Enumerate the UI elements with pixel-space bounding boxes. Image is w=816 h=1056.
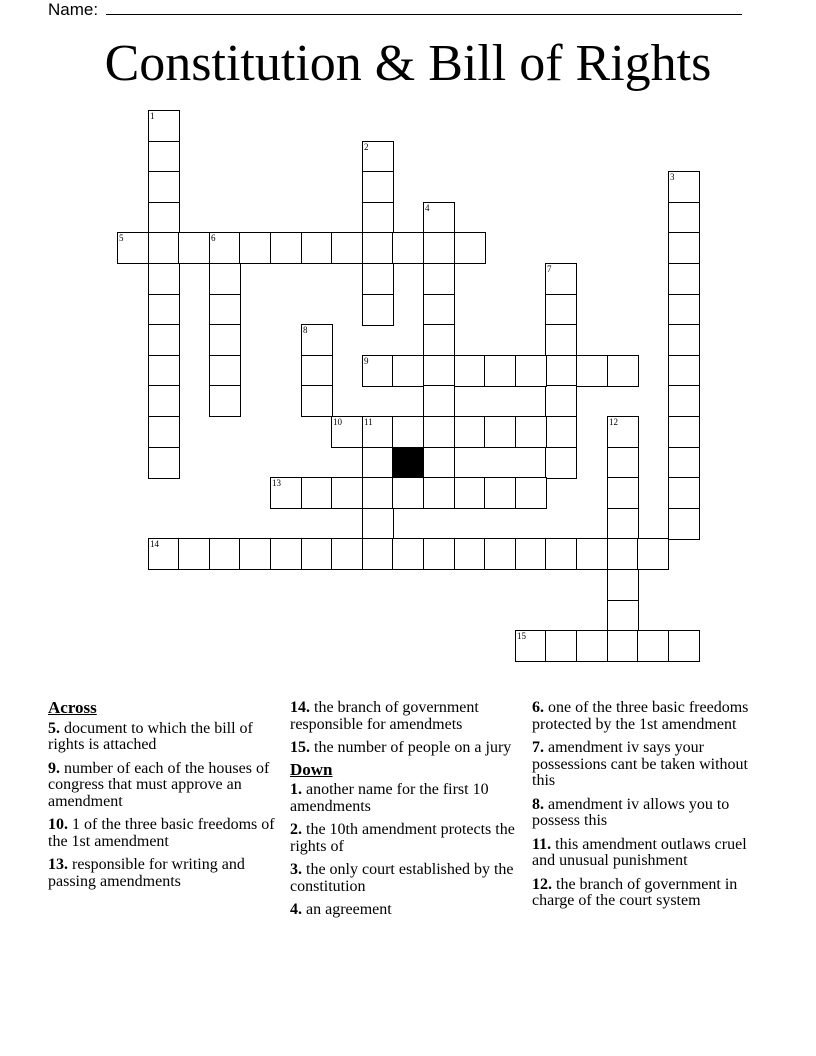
down-clue <box>532 740 768 790</box>
crossword-cell[interactable] <box>545 416 577 448</box>
down-clue <box>290 862 526 895</box>
clue-number: 11 <box>364 417 373 427</box>
clue-number: 14. <box>290 699 310 716</box>
crossword-cell[interactable] <box>148 202 180 234</box>
crossword-cell[interactable] <box>668 263 700 295</box>
clue-text: another name for the first 10 amendments <box>290 781 489 815</box>
crossword-cell[interactable] <box>392 232 424 264</box>
clue-number: 3 <box>670 172 675 182</box>
crossword-cell[interactable] <box>362 141 394 173</box>
crossword-cell[interactable] <box>607 447 639 479</box>
crossword-cell[interactable] <box>637 538 669 570</box>
down-clue <box>532 877 768 910</box>
clue-number: 5. <box>48 719 60 737</box>
down-clue-list <box>290 782 526 919</box>
crossword-cell[interactable] <box>392 416 424 448</box>
clue-number: 12 <box>609 417 618 427</box>
crossword-cell[interactable] <box>637 630 669 662</box>
clue-number: 15 <box>517 631 526 641</box>
crossword-cell[interactable] <box>392 355 424 387</box>
crossword-cell[interactable] <box>301 538 333 570</box>
clue-column-1 <box>48 700 284 897</box>
crossword-cell[interactable] <box>362 263 394 295</box>
crossword-cell[interactable] <box>545 355 577 387</box>
crossword-cell[interactable] <box>454 477 486 509</box>
clue-text: the number of people on a jury <box>310 739 512 756</box>
clue-text: this amendment outlaws cruel and unusual punishment <box>532 835 747 869</box>
down-clue <box>290 782 526 815</box>
crossword-cell[interactable] <box>148 171 180 203</box>
crossword-cell[interactable] <box>423 202 455 234</box>
clue-number: 13 <box>272 478 281 488</box>
clue-column-3 <box>532 700 768 917</box>
clue-number: 2. <box>290 821 302 838</box>
crossword-cell[interactable] <box>209 538 241 570</box>
crossword-cell[interactable] <box>362 447 394 479</box>
crossword-cell[interactable] <box>178 538 210 570</box>
clue-number: 9 <box>364 356 369 366</box>
crossword-cell[interactable] <box>117 232 149 264</box>
crossword-cell[interactable] <box>423 477 455 509</box>
crossword-cell[interactable] <box>301 355 333 387</box>
crossword-cell[interactable] <box>545 324 577 356</box>
crossword-cell[interactable] <box>607 355 639 387</box>
crossword-cell[interactable] <box>270 477 302 509</box>
crossword-cell[interactable] <box>423 294 455 326</box>
crossword-cell[interactable] <box>270 538 302 570</box>
crossword-cell[interactable] <box>515 416 547 448</box>
crossword-cell[interactable] <box>607 416 639 448</box>
crossword-cell[interactable] <box>209 263 241 295</box>
crossword-cell[interactable] <box>668 232 700 264</box>
clue-column-2 <box>290 700 526 926</box>
crossword-cell[interactable] <box>484 477 516 509</box>
clue-number: 11. <box>532 835 552 853</box>
crossword-cell[interactable] <box>545 294 577 326</box>
crossword-cell[interactable] <box>668 324 700 356</box>
crossword-cell[interactable] <box>301 385 333 417</box>
clue-number: 10. <box>48 816 68 833</box>
clue-number: 7 <box>547 264 552 274</box>
crossword-cell[interactable] <box>423 232 455 264</box>
crossword-cell[interactable] <box>423 324 455 356</box>
clue-text: an agreement <box>302 901 392 918</box>
clue-text: amendment iv allows you to possess this <box>532 795 730 829</box>
crossword-cell[interactable] <box>178 232 210 264</box>
down-clue <box>532 837 768 870</box>
page-title: Constitution & Bill of Rights <box>104 35 712 92</box>
across-clue <box>290 740 526 757</box>
down-clue <box>290 902 526 919</box>
crossword-cell[interactable] <box>362 355 394 387</box>
clue-text: the 10th amendment protects the rights of <box>290 821 515 855</box>
clue-number: 15. <box>290 739 310 756</box>
clue-text: the branch of government responsible for amendmets <box>290 699 479 733</box>
crossword-cell[interactable] <box>545 385 577 417</box>
crossword-cell[interactable] <box>515 355 547 387</box>
crossword-cell[interactable] <box>148 385 180 417</box>
clue-text: 1 of the three basic freedoms of the 1st amendment <box>48 816 275 850</box>
crossword-cell[interactable] <box>270 232 302 264</box>
clue-text: responsible for writing and passing amendments <box>48 856 245 890</box>
clue-text: number of each of the houses of congress that must approve an amendment <box>48 759 270 810</box>
crossword-cell[interactable] <box>148 447 180 479</box>
crossword-cell[interactable] <box>607 477 639 509</box>
crossword-cell[interactable] <box>454 355 486 387</box>
crossword-cell[interactable] <box>362 202 394 234</box>
clue-number: 8 <box>303 325 308 335</box>
crossword-cell[interactable] <box>209 355 241 387</box>
crossword-cell[interactable] <box>362 232 394 264</box>
down-clue <box>532 700 768 733</box>
clue-number: 9. <box>48 759 60 777</box>
clue-number: 5 <box>119 233 124 243</box>
across-clue <box>48 817 284 850</box>
crossword-cell[interactable] <box>515 477 547 509</box>
crossword-cell[interactable] <box>423 263 455 295</box>
crossword-cell[interactable] <box>331 538 363 570</box>
crossword-cell[interactable] <box>301 232 333 264</box>
crossword-cell[interactable] <box>331 232 363 264</box>
down-clue <box>532 797 768 830</box>
crossword-cell[interactable] <box>668 508 700 540</box>
crossword-cell[interactable] <box>515 538 547 570</box>
across-clue <box>48 761 284 811</box>
down-clue-list-continued <box>532 700 768 910</box>
crossword-cell[interactable] <box>668 202 700 234</box>
crossword-cell[interactable] <box>454 538 486 570</box>
across-clue <box>48 857 284 890</box>
across-clue-list <box>48 721 284 891</box>
crossword-cell[interactable] <box>209 385 241 417</box>
clue-number: 3. <box>290 861 302 878</box>
crossword-cell[interactable] <box>148 232 180 264</box>
crossword-cell[interactable] <box>423 355 455 387</box>
crossword-cell[interactable] <box>209 294 241 326</box>
down-clue <box>290 822 526 855</box>
crossword-cell[interactable] <box>545 263 577 295</box>
crossword-cell[interactable] <box>607 600 639 632</box>
across-clue <box>48 721 284 754</box>
crossword-cell[interactable] <box>362 508 394 540</box>
crossword-cell[interactable] <box>148 263 180 295</box>
crossword-cell[interactable] <box>362 477 394 509</box>
clue-text: the branch of government in charge of the court system <box>532 875 738 909</box>
clue-number: 6. <box>532 699 544 716</box>
crossword-cell[interactable] <box>148 141 180 173</box>
crossword-cell[interactable] <box>362 171 394 203</box>
crossword-cell[interactable] <box>209 232 241 264</box>
clue-number: 13. <box>48 856 68 873</box>
crossword-cell[interactable] <box>148 416 180 448</box>
crossword-cell[interactable] <box>301 324 333 356</box>
crossword-cell[interactable] <box>668 630 700 662</box>
clue-number: 1. <box>290 781 302 798</box>
crossword-cell[interactable] <box>607 538 639 570</box>
crossword-cell[interactable] <box>239 538 271 570</box>
crossword-cell[interactable] <box>148 110 180 142</box>
clue-number: 4 <box>425 203 430 213</box>
crossword-cell[interactable] <box>484 355 516 387</box>
clue-number: 12. <box>532 875 552 893</box>
crossword-cell[interactable] <box>545 538 577 570</box>
crossword-cell[interactable] <box>392 538 424 570</box>
crossword-cell[interactable] <box>607 630 639 662</box>
crossword-cell[interactable] <box>454 232 486 264</box>
clue-text: amendment iv says your possessions cant be taken without this <box>532 739 748 789</box>
clue-number: 1 <box>150 111 155 121</box>
crossword-cell[interactable] <box>576 630 608 662</box>
across-clue-list-continued <box>290 700 526 757</box>
crossword-cell[interactable] <box>576 355 608 387</box>
crossword-cell[interactable] <box>392 477 424 509</box>
crossword-cell[interactable] <box>362 416 394 448</box>
crossword-black-cell <box>392 447 424 479</box>
crossword-cell[interactable] <box>148 355 180 387</box>
name-label: Name: <box>48 0 99 19</box>
clue-number: 14 <box>150 539 159 549</box>
crossword-cell[interactable] <box>148 324 180 356</box>
clue-number: 6 <box>211 233 216 243</box>
crossword-cell[interactable] <box>148 294 180 326</box>
crossword-cell[interactable] <box>607 508 639 540</box>
clue-number: 7. <box>532 739 544 756</box>
crossword-cell[interactable] <box>668 447 700 479</box>
crossword-cell[interactable] <box>423 416 455 448</box>
crossword-cell[interactable] <box>668 477 700 509</box>
crossword-cell[interactable] <box>423 385 455 417</box>
clue-text: the only court established by the constitution <box>290 861 514 895</box>
crossword-cell[interactable] <box>239 232 271 264</box>
crossword-cell[interactable] <box>209 324 241 356</box>
crossword-cell[interactable] <box>576 538 608 570</box>
crossword-cell[interactable] <box>545 630 577 662</box>
crossword-cell[interactable] <box>423 538 455 570</box>
crossword-cell[interactable] <box>545 447 577 479</box>
clue-number: 10 <box>333 417 342 427</box>
clue-text: document to which the bill of rights is attached <box>48 719 253 753</box>
crossword-cell[interactable] <box>331 477 363 509</box>
crossword-cell[interactable] <box>607 569 639 601</box>
crossword-cell[interactable] <box>331 416 363 448</box>
clue-number: 4. <box>290 901 302 918</box>
crossword-cell[interactable] <box>668 416 700 448</box>
clue-number: 8. <box>532 795 544 813</box>
crossword-cell[interactable] <box>668 171 700 203</box>
clue-number: 2 <box>364 142 369 152</box>
crossword-cell[interactable] <box>668 355 700 387</box>
crossword-cell[interactable] <box>515 630 547 662</box>
crossword-cell[interactable] <box>301 477 333 509</box>
crossword-cell[interactable] <box>362 294 394 326</box>
crossword-cell[interactable] <box>362 538 394 570</box>
down-heading: Down <box>290 759 333 779</box>
across-heading: Across <box>48 698 97 717</box>
crossword-cell[interactable] <box>484 416 516 448</box>
crossword-cell[interactable] <box>668 385 700 417</box>
crossword-cell[interactable] <box>148 538 180 570</box>
crossword-cell[interactable] <box>484 538 516 570</box>
crossword-cell[interactable] <box>668 294 700 326</box>
across-clue <box>290 700 526 733</box>
crossword-cell[interactable] <box>454 416 486 448</box>
crossword-cell[interactable] <box>423 447 455 479</box>
clue-text: one of the three basic freedoms protected by the 1st amendment <box>532 699 749 733</box>
